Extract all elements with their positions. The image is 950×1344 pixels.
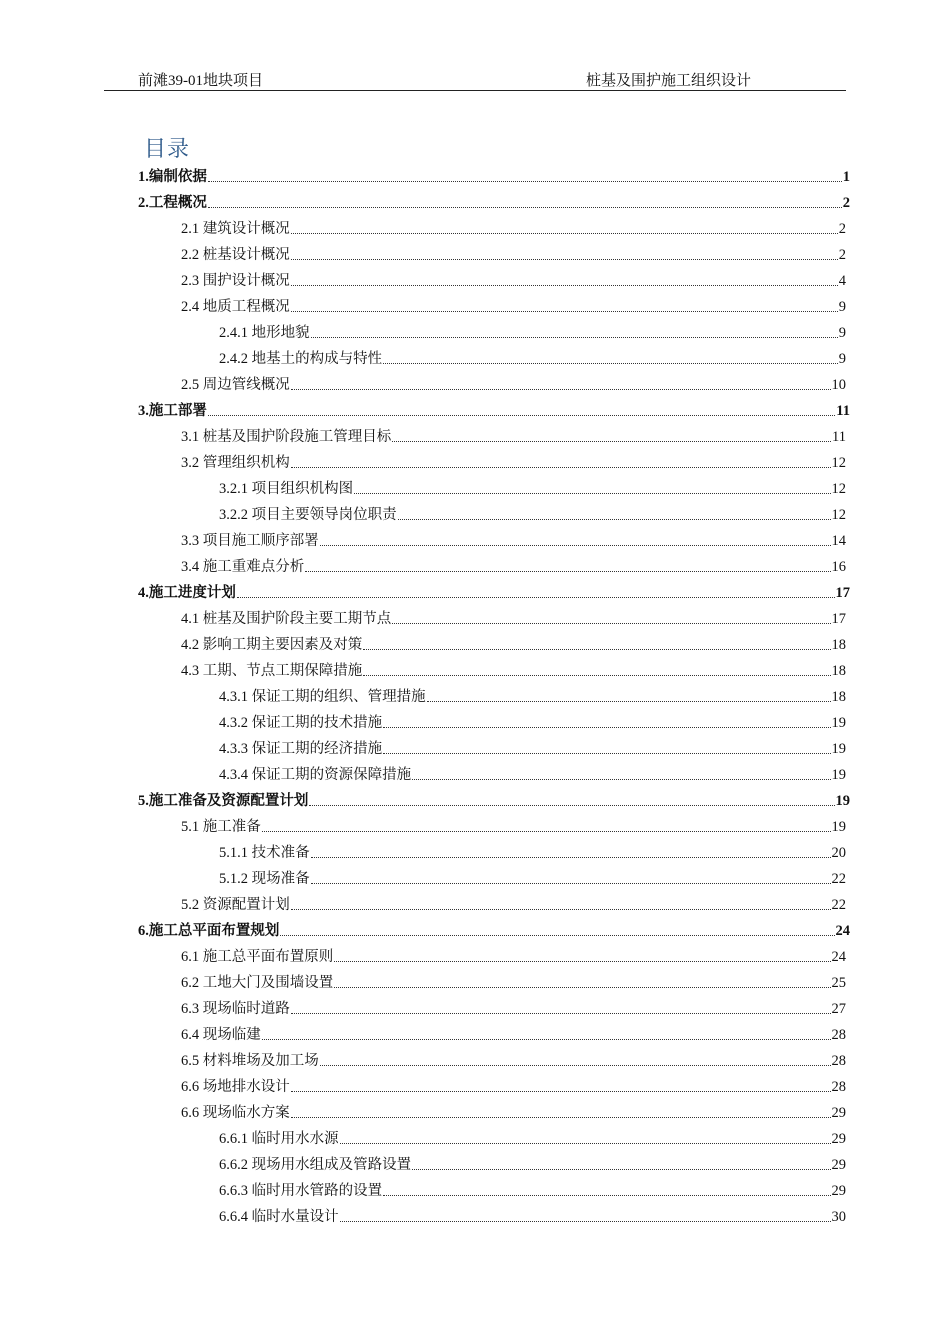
toc-dot-leader — [309, 805, 834, 806]
toc-dot-leader — [363, 649, 830, 650]
toc-entry-label: 6.6.2 现场用水组成及管路设置 — [219, 1157, 412, 1173]
toc-entry[interactable] — [181, 896, 846, 914]
toc-entry-page-number: 11 — [836, 403, 850, 419]
toc-dot-leader — [208, 207, 842, 208]
toc-entry-label: 2.4 地质工程概况 — [181, 299, 290, 315]
toc-dot-leader — [291, 1091, 831, 1092]
toc-entry-page-number: 27 — [831, 1001, 846, 1017]
toc-entry[interactable] — [181, 948, 846, 966]
toc-dot-leader — [291, 259, 838, 260]
toc-entry-label: 2.4.1 地形地貌 — [219, 325, 310, 341]
toc-entry[interactable] — [181, 454, 846, 472]
toc-entry-page-number: 9 — [838, 299, 846, 315]
toc-entry-page-number: 16 — [831, 559, 846, 575]
toc-entry-label: 6.施工总平面布置规划 — [138, 923, 280, 939]
toc-entry-page-number: 9 — [838, 325, 846, 341]
toc-entry[interactable] — [181, 974, 846, 992]
toc-entry-page-number: 30 — [831, 1209, 846, 1225]
toc-entry-page-number: 25 — [831, 975, 846, 991]
toc-entry[interactable] — [181, 1026, 846, 1044]
toc-entry-label: 4.3.2 保证工期的技术措施 — [219, 715, 383, 731]
toc-entry-page-number: 2 — [838, 247, 846, 263]
toc-entry-label: 3.施工部署 — [138, 403, 207, 419]
toc-entry[interactable] — [138, 402, 850, 420]
toc-entry-label: 6.6.4 临时水量设计 — [219, 1209, 339, 1225]
toc-entry[interactable] — [219, 324, 846, 342]
toc-entry-page-number: 28 — [831, 1053, 846, 1069]
toc-entry-label: 6.5 材料堆场及加工场 — [181, 1053, 319, 1069]
toc-entry[interactable] — [181, 1078, 846, 1096]
toc-entry[interactable] — [181, 818, 846, 836]
toc-entry-label: 2.4.2 地基土的构成与特性 — [219, 351, 383, 367]
toc-entry-page-number: 29 — [831, 1157, 846, 1173]
toc-entry-page-number: 29 — [831, 1183, 846, 1199]
toc-entry[interactable] — [181, 1000, 846, 1018]
toc-entry-page-number: 9 — [838, 351, 846, 367]
toc-entry[interactable] — [181, 610, 846, 628]
toc-dot-leader — [280, 935, 834, 936]
toc-entry[interactable] — [219, 766, 846, 784]
toc-entry-label: 6.6 场地排水设计 — [181, 1079, 290, 1095]
toc-entry-label: 3.1 桩基及围护阶段施工管理目标 — [181, 429, 392, 445]
toc-entry[interactable] — [181, 272, 846, 290]
toc-dot-leader — [320, 545, 831, 546]
toc-entry[interactable] — [219, 1156, 846, 1174]
toc-entry-label: 4.1 桩基及围护阶段主要工期节点 — [181, 611, 392, 627]
toc-entry[interactable] — [219, 688, 846, 706]
toc-dot-leader — [291, 1013, 831, 1014]
toc-entry-page-number: 2 — [838, 221, 846, 237]
toc-entry-label: 5.施工准备及资源配置计划 — [138, 793, 309, 809]
toc-entry-label: 4.3.3 保证工期的经济措施 — [219, 741, 383, 757]
toc-heading: 目录 — [144, 137, 191, 162]
toc-entry-page-number: 28 — [831, 1079, 846, 1095]
toc-entry[interactable] — [219, 350, 846, 368]
toc-entry-label: 4.3.4 保证工期的资源保障措施 — [219, 767, 412, 783]
toc-entry-label: 2.5 周边管线概况 — [181, 377, 290, 393]
toc-dot-leader — [383, 363, 838, 364]
toc-dot-leader — [262, 1039, 831, 1040]
toc-entry-label: 2.工程概况 — [138, 195, 207, 211]
toc-entry-page-number: 12 — [831, 507, 846, 523]
toc-dot-leader — [398, 519, 831, 520]
toc-entry[interactable] — [219, 844, 846, 862]
toc-entry[interactable] — [138, 194, 850, 212]
toc-entry-label: 4.施工进度计划 — [138, 585, 236, 601]
toc-dot-leader — [383, 753, 830, 754]
toc-entry[interactable] — [138, 922, 850, 940]
toc-entry[interactable] — [181, 1052, 846, 1070]
toc-entry[interactable] — [219, 1208, 846, 1226]
toc-entry-page-number: 12 — [831, 481, 846, 497]
toc-entry-page-number: 18 — [831, 637, 846, 653]
toc-dot-leader — [334, 987, 830, 988]
header-project-name: 前滩39-01地块项目 — [138, 73, 263, 89]
toc-dot-leader — [334, 961, 830, 962]
toc-dot-leader — [383, 1195, 830, 1196]
toc-entry-page-number: 2 — [842, 195, 850, 211]
toc-entry-label: 1.编制依据 — [138, 169, 207, 185]
toc-dot-leader — [340, 1221, 831, 1222]
toc-entry-label: 3.2.1 项目组织机构图 — [219, 481, 354, 497]
toc-entry-page-number: 4 — [838, 273, 846, 289]
toc-dot-leader — [354, 493, 830, 494]
toc-entry[interactable] — [181, 220, 846, 238]
toc-entry-page-number: 19 — [831, 741, 846, 757]
toc-entry[interactable] — [219, 870, 846, 888]
toc-entry[interactable] — [219, 506, 846, 524]
toc-dot-leader — [291, 909, 831, 910]
toc-dot-leader — [311, 883, 831, 884]
toc-dot-leader — [427, 701, 831, 702]
toc-entry[interactable] — [181, 532, 846, 550]
toc-dot-leader — [237, 597, 835, 598]
toc-dot-leader — [291, 467, 831, 468]
toc-entry-page-number: 11 — [832, 429, 846, 445]
toc-dot-leader — [208, 181, 842, 182]
toc-dot-leader — [291, 389, 831, 390]
toc-dot-leader — [262, 831, 831, 832]
toc-dot-leader — [412, 1169, 830, 1170]
toc-dot-leader — [363, 675, 830, 676]
toc-entry-page-number: 19 — [831, 767, 846, 783]
toc-entry[interactable] — [219, 480, 846, 498]
toc-entry[interactable] — [181, 662, 846, 680]
toc-entry[interactable] — [181, 1104, 846, 1122]
toc-entry-label: 6.4 现场临建 — [181, 1027, 261, 1043]
toc-entry-label: 6.3 现场临时道路 — [181, 1001, 290, 1017]
toc-entry-label: 2.2 桩基设计概况 — [181, 247, 290, 263]
toc-entry-label: 6.2 工地大门及围墙设置 — [181, 975, 334, 991]
page-header — [104, 66, 846, 91]
toc-dot-leader — [291, 311, 838, 312]
toc-dot-leader — [320, 1065, 831, 1066]
toc-dot-leader — [291, 1117, 831, 1118]
toc-entry-page-number: 19 — [831, 715, 846, 731]
toc-entry[interactable] — [219, 714, 846, 732]
toc-entry[interactable] — [138, 168, 850, 186]
header-document-title: 桩基及围护施工组织设计 — [586, 73, 752, 89]
toc-dot-leader — [291, 233, 838, 234]
toc-dot-leader — [305, 571, 830, 572]
toc-entry-page-number: 18 — [831, 689, 846, 705]
toc-entry-label: 3.2 管理组织机构 — [181, 455, 290, 471]
toc-entry[interactable] — [138, 584, 850, 602]
toc-dot-leader — [291, 285, 838, 286]
toc-entry-page-number: 20 — [831, 845, 846, 861]
toc-dot-leader — [340, 1143, 831, 1144]
toc-dot-leader — [412, 779, 830, 780]
toc-entry-label: 6.1 施工总平面布置原则 — [181, 949, 334, 965]
toc-dot-leader — [383, 727, 830, 728]
toc-entry-label: 5.1.2 现场准备 — [219, 871, 310, 887]
toc-entry-page-number: 17 — [831, 611, 846, 627]
toc-entry[interactable] — [181, 376, 846, 394]
toc-entry-page-number: 19 — [831, 819, 846, 835]
toc-entry-page-number: 14 — [831, 533, 846, 549]
toc-entry-page-number: 17 — [835, 585, 850, 601]
toc-entry-page-number: 24 — [831, 949, 846, 965]
toc-entry-label: 3.4 施工重难点分析 — [181, 559, 305, 575]
toc-dot-leader — [392, 441, 831, 442]
toc-entry-page-number: 19 — [835, 793, 850, 809]
toc-entry[interactable] — [181, 558, 846, 576]
toc-entry[interactable] — [181, 636, 846, 654]
toc-dot-leader — [311, 337, 838, 338]
toc-entry-page-number: 12 — [831, 455, 846, 471]
toc-entry-page-number: 29 — [831, 1131, 846, 1147]
toc-entry[interactable] — [219, 740, 846, 758]
toc-entry-page-number: 22 — [831, 897, 846, 913]
toc-entry-label: 2.3 围护设计概况 — [181, 273, 290, 289]
toc-entry-page-number: 29 — [831, 1105, 846, 1121]
toc-entry-label: 3.3 项目施工顺序部署 — [181, 533, 319, 549]
toc-entry-label: 5.2 资源配置计划 — [181, 897, 290, 913]
toc-entry-page-number: 10 — [831, 377, 846, 393]
toc-dot-leader — [208, 415, 835, 416]
toc-entry[interactable] — [138, 792, 850, 810]
toc-entry-page-number: 28 — [831, 1027, 846, 1043]
toc-entry-label: 4.2 影响工期主要因素及对策 — [181, 637, 363, 653]
toc-dot-leader — [311, 857, 831, 858]
toc-entry-label: 6.6 现场临水方案 — [181, 1105, 290, 1121]
toc-entry[interactable] — [181, 246, 846, 264]
toc-entry-label: 4.3 工期、节点工期保障措施 — [181, 663, 363, 679]
toc-entry-label: 2.1 建筑设计概况 — [181, 221, 290, 237]
toc-entry-label: 5.1 施工准备 — [181, 819, 261, 835]
toc-entry-page-number: 24 — [835, 923, 850, 939]
toc-entry-label: 6.6.1 临时用水水源 — [219, 1131, 339, 1147]
toc-entry[interactable] — [181, 428, 846, 446]
toc-entry-page-number: 1 — [842, 169, 850, 185]
toc-entry-label: 6.6.3 临时用水管路的设置 — [219, 1183, 383, 1199]
toc-entry-label: 4.3.1 保证工期的组织、管理措施 — [219, 689, 426, 705]
toc-entry[interactable] — [219, 1130, 846, 1148]
toc-entry-page-number: 18 — [831, 663, 846, 679]
toc-entry-page-number: 22 — [831, 871, 846, 887]
toc-entry[interactable] — [181, 298, 846, 316]
toc-entry-label: 3.2.2 项目主要领导岗位职责 — [219, 507, 397, 523]
toc-entry[interactable] — [219, 1182, 846, 1200]
toc-dot-leader — [392, 623, 830, 624]
toc-entry-label: 5.1.1 技术准备 — [219, 845, 310, 861]
